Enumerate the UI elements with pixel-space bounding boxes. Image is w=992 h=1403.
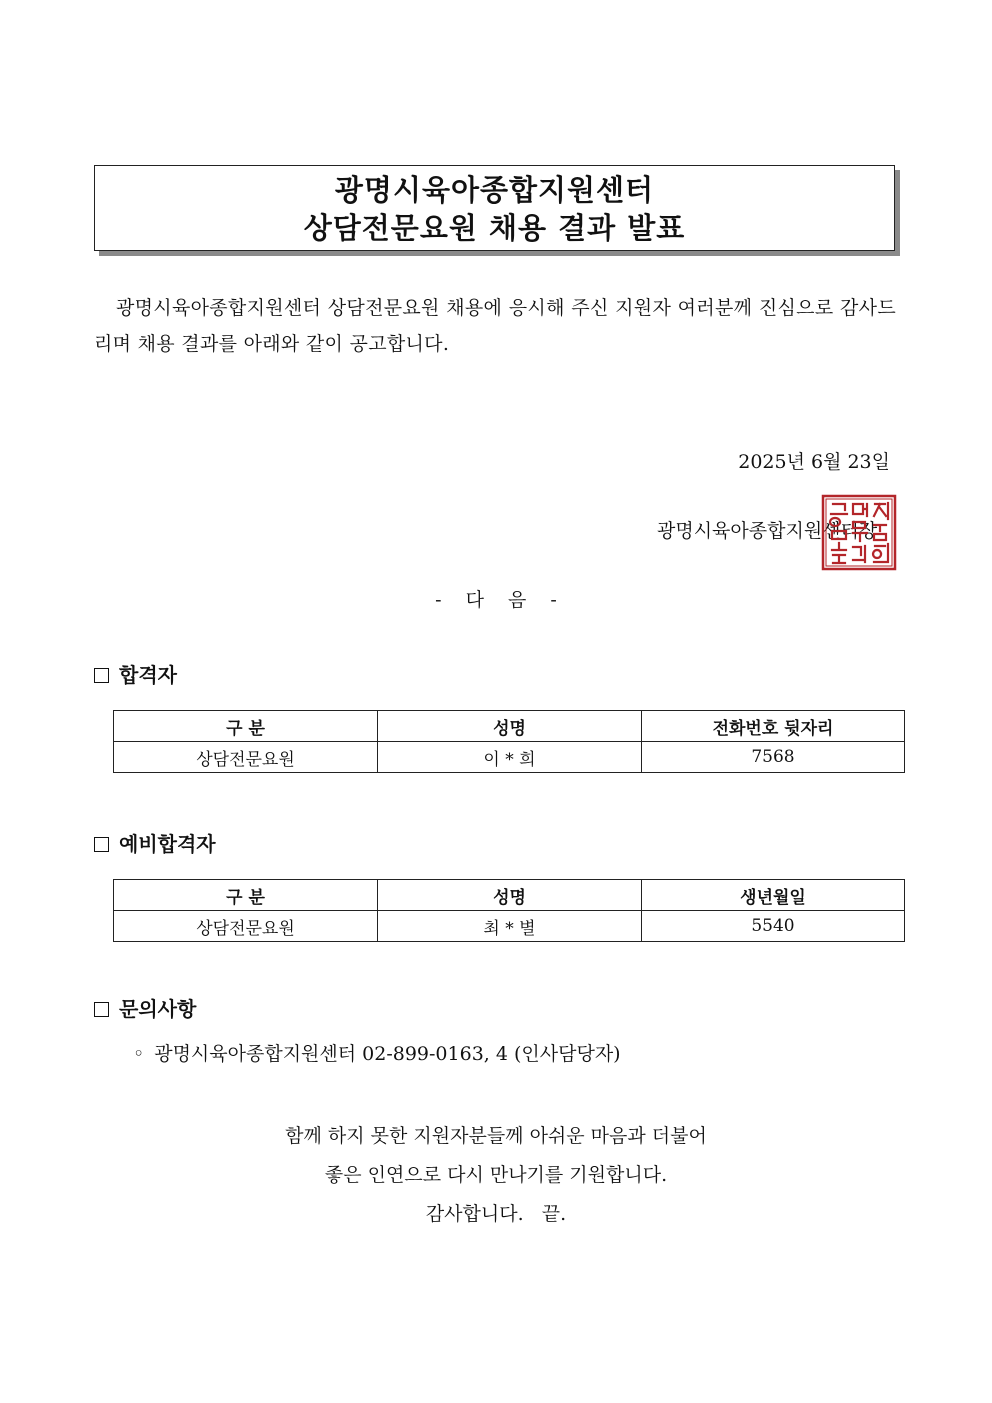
contact-line [133, 1039, 621, 1069]
passed-section-heading [94, 660, 177, 690]
reserve-section-heading [94, 829, 216, 859]
column-header-birthdate: 생년월일 [642, 880, 905, 911]
title-line-2: 상담전문요원 채용 결과 발표 [303, 211, 686, 245]
bullet-icon: ◦ [133, 1043, 145, 1065]
checkbox-icon [94, 837, 109, 852]
table-row [114, 911, 905, 942]
cell-phone: 7568 [642, 742, 905, 773]
column-header-phone: 전화번호 뒷자리 [642, 711, 905, 742]
cell-category: 상담전문요원 [114, 742, 378, 773]
column-header-name: 성명 [378, 711, 642, 742]
contact-text: 광명시육아종합지원센터 02-899-0163, 4 (인사담당자) [154, 1043, 621, 1065]
announcement-date: 2025년 6월 23일 [738, 451, 890, 473]
title-box [94, 165, 895, 251]
official-seal-icon [821, 494, 897, 571]
reserve-heading-label: 예비합격자 [119, 832, 216, 856]
cell-birthdate: 5540 [642, 911, 905, 942]
table-header-row [114, 880, 905, 911]
cell-name: 최 * 별 [378, 911, 642, 942]
intro-paragraph: 광명시육아종합지원센터 상담전문요원 채용에 응시해 주신 지원자 여러분께 진심으로 감사드리며 채용 결과를 아래와 같이 공고합니다. [94, 297, 896, 355]
column-header-category: 구 분 [114, 711, 378, 742]
inquiry-heading-label: 문의사항 [119, 997, 197, 1021]
inquiry-section-heading [94, 994, 196, 1024]
title-line-1: 광명시육아종합지원센터 [334, 173, 655, 207]
daum-separator: - 다 음 - [435, 589, 557, 611]
issuer-name: 광명시육아종합지원센터장 [657, 520, 878, 542]
checkbox-icon [94, 668, 109, 683]
checkbox-icon [94, 1002, 109, 1017]
table-header-row [114, 711, 905, 742]
closing-line-3: 감사합니다. 끝. [425, 1203, 567, 1225]
cell-category: 상담전문요원 [114, 911, 378, 942]
passed-table [113, 710, 905, 773]
closing-line-2: 좋은 인연으로 다시 만나기를 기원합니다. [324, 1164, 668, 1186]
cell-name: 이 * 희 [378, 742, 642, 773]
column-header-name: 성명 [378, 880, 642, 911]
passed-heading-label: 합격자 [119, 663, 177, 687]
reserve-table [113, 879, 905, 942]
column-header-category: 구 분 [114, 880, 378, 911]
closing-line-1: 함께 하지 못한 지원자분들께 아쉬운 마음과 더불어 [285, 1125, 707, 1147]
table-row [114, 742, 905, 773]
